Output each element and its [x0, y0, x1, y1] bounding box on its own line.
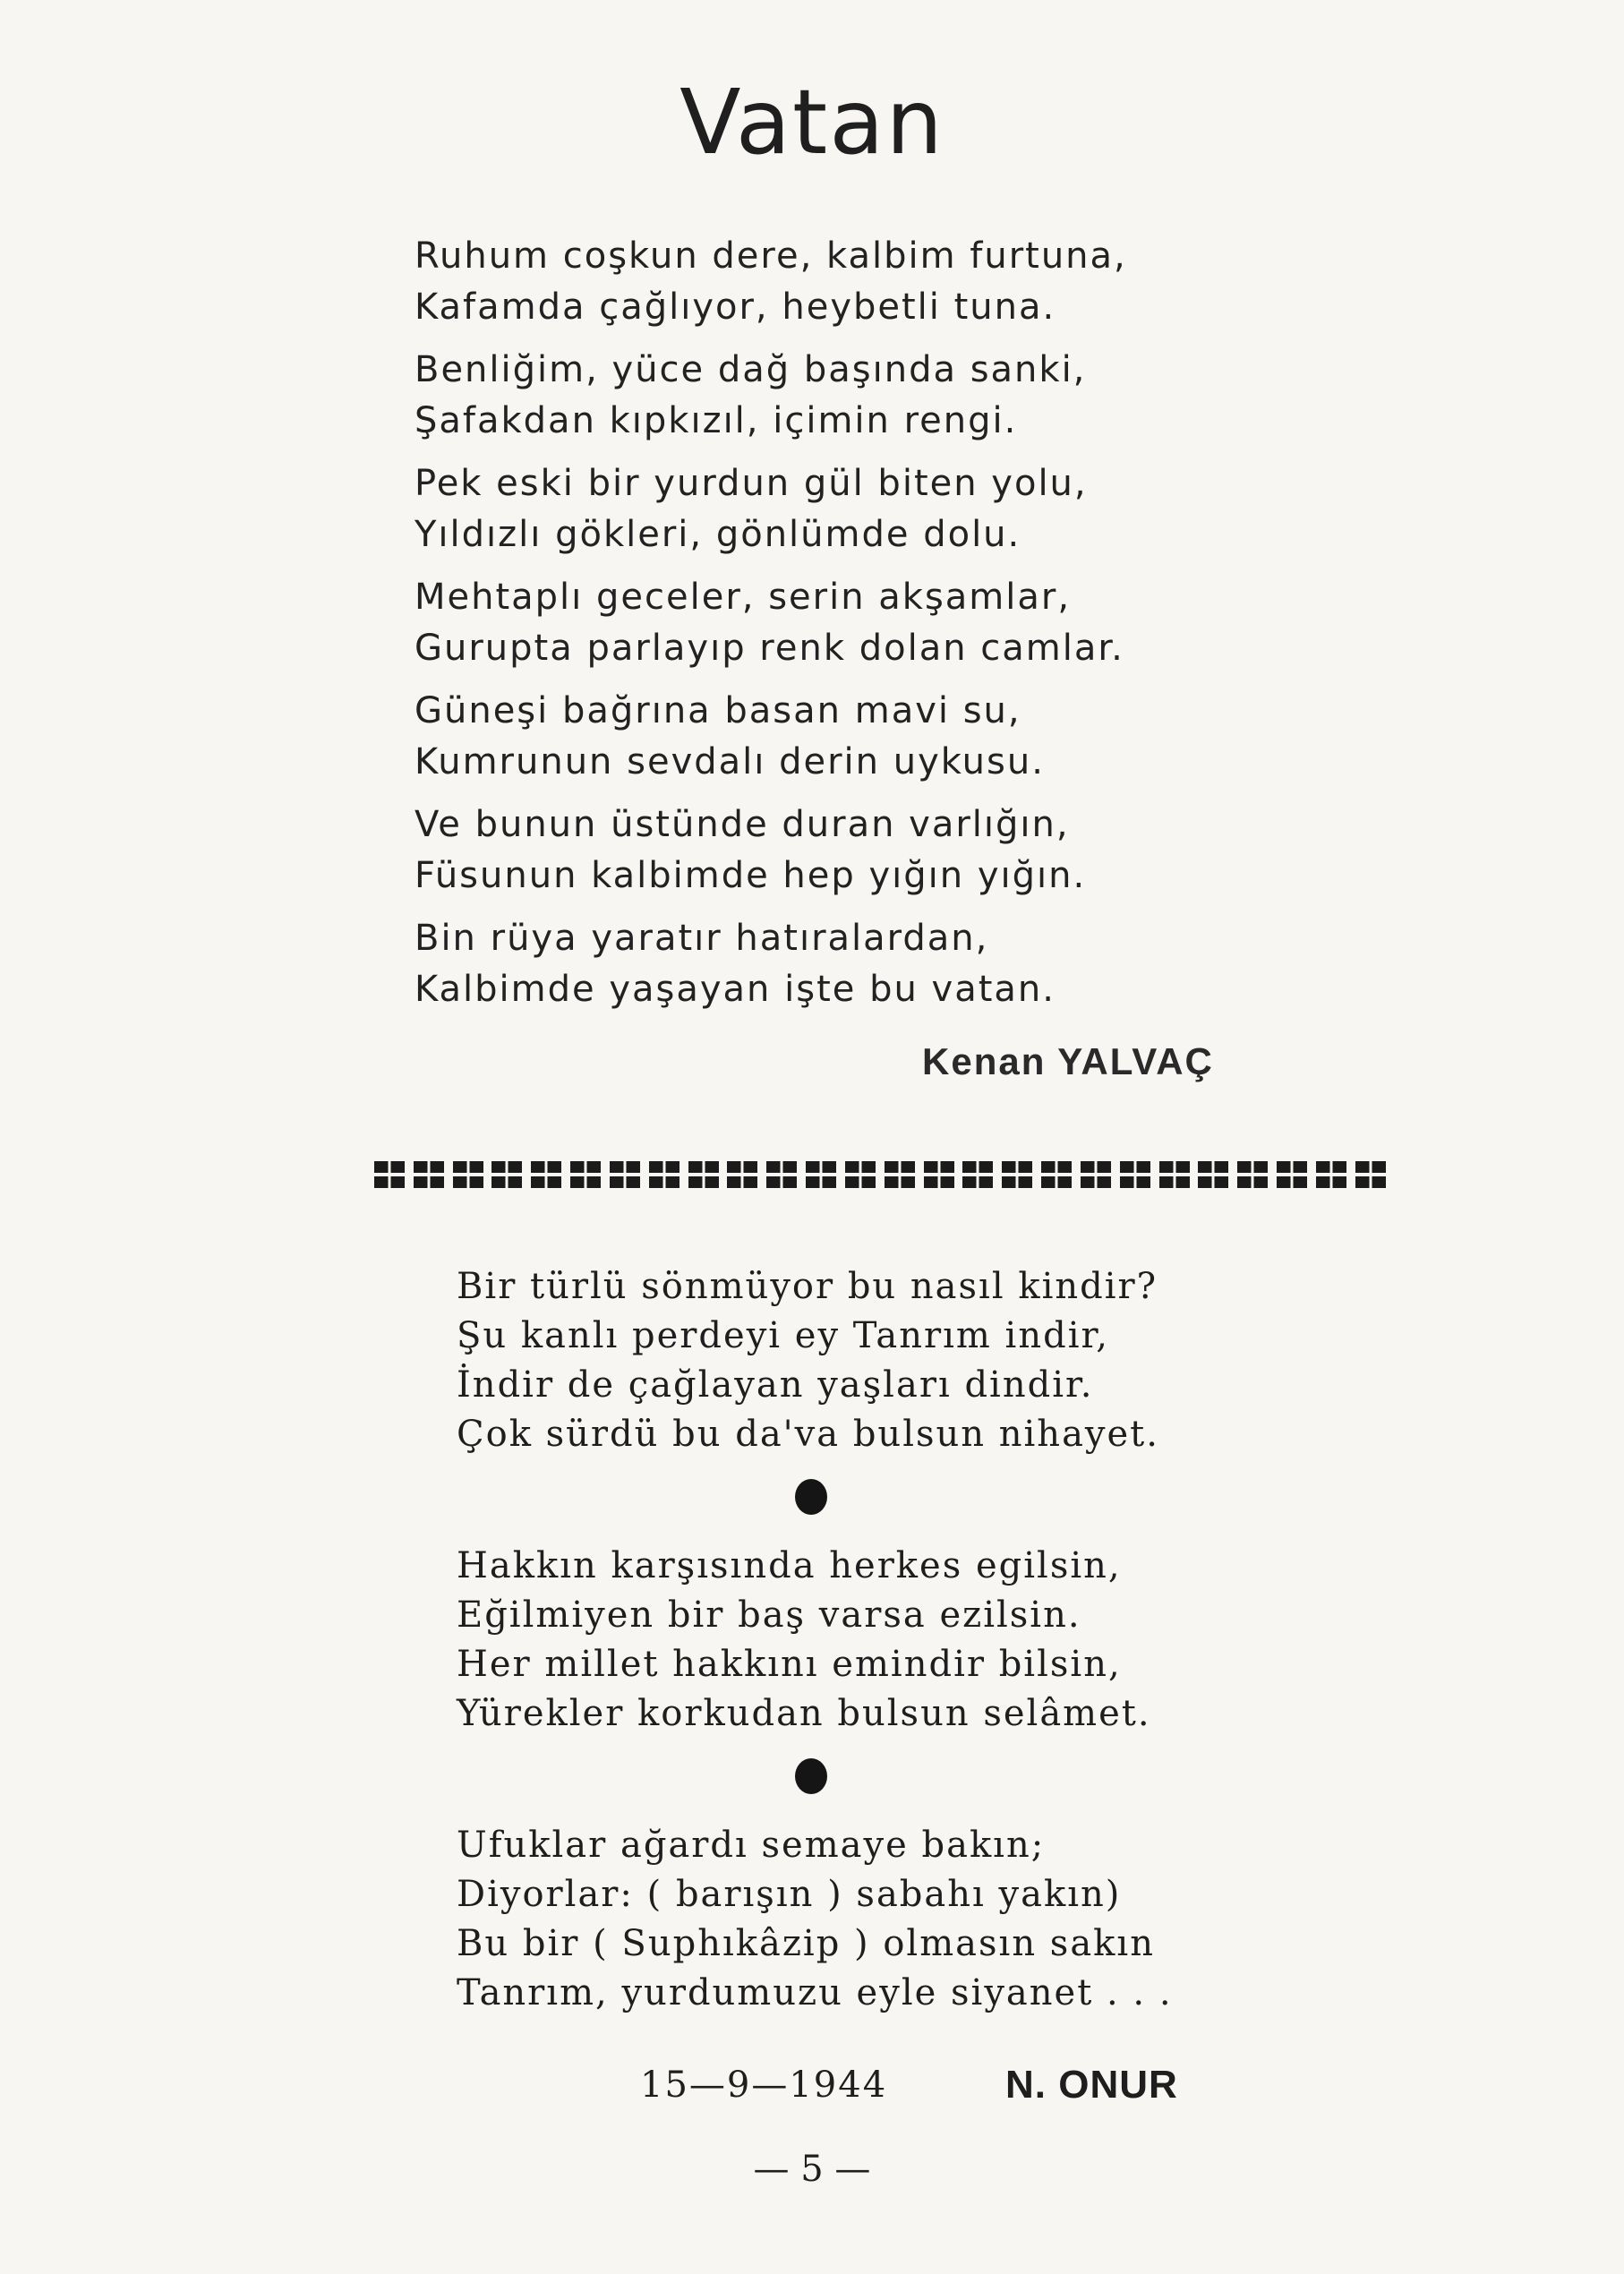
- divider-block: [1316, 1161, 1346, 1188]
- poem-line: Şu kanlı perdeyi ey Tanrım indir,: [457, 1315, 1109, 1356]
- poem-line: Hakkın karşısında herkes egilsin,: [457, 1545, 1122, 1586]
- poem-line: Çok sürdü bu da'va bulsun nihayet.: [457, 1414, 1159, 1455]
- poem-line: Eğilmiyen bir baş varsa ezilsin.: [457, 1594, 1081, 1636]
- divider-block: [374, 1161, 405, 1188]
- poem-line: Ve bunun üstünde duran varlığın,: [415, 804, 1070, 845]
- stanza: [457, 1262, 1173, 1459]
- divider-block: [531, 1161, 561, 1188]
- poem-line: Mehtaplı geceler, serin akşamlar,: [415, 577, 1072, 618]
- poem-line: Ufuklar ağardı semaye bakın;: [457, 1825, 1046, 1866]
- stanza: [457, 1821, 1173, 2018]
- stanza: [415, 686, 1127, 788]
- stanza: [415, 458, 1127, 560]
- poem-line: Şafakdan kıpkızıl, içimin rengi.: [415, 400, 1018, 441]
- divider-block: [766, 1161, 797, 1188]
- divider-block: [649, 1161, 680, 1188]
- divider-block: [1081, 1161, 1111, 1188]
- divider-block: [1355, 1161, 1386, 1188]
- divider-block: [1237, 1161, 1268, 1188]
- poem-line: Yürekler korkudan bulsun selâmet.: [457, 1693, 1151, 1734]
- bullet-dot-icon: [795, 1758, 827, 1794]
- poem-line: Yıldızlı gökleri, gönlümde dolu.: [415, 514, 1021, 555]
- stanza: [415, 913, 1127, 1015]
- poem-author: Kenan YALVAÇ: [922, 1040, 1214, 1082]
- poem-vatan: [415, 231, 1127, 1027]
- poem-date: 15—9—1944: [640, 2065, 888, 2106]
- stanza: [415, 231, 1127, 333]
- divider-block: [453, 1161, 483, 1188]
- divider-block: [806, 1161, 836, 1188]
- ornamental-divider: [374, 1158, 1386, 1192]
- divider-block: [727, 1161, 757, 1188]
- poem-author: N. ONUR: [1005, 2063, 1178, 2107]
- poem-line: Pek eski bir yurdun gül biten yolu,: [415, 463, 1088, 504]
- poem-line: Diyorlar: ( barışın ) sabahı yakın): [457, 1874, 1122, 1915]
- stanza: [415, 345, 1127, 447]
- divider-block: [1002, 1161, 1032, 1188]
- poem-line: İndir de çağlayan yaşları dindir.: [457, 1364, 1094, 1406]
- stanza: [415, 572, 1127, 674]
- poem-line: Bir türlü sönmüyor bu nasıl kindir?: [457, 1266, 1158, 1307]
- page-title: Vatan: [680, 70, 944, 175]
- divider-block: [1159, 1161, 1190, 1188]
- divider-block: [688, 1161, 719, 1188]
- divider-block: [845, 1161, 876, 1188]
- poem-line: Tanrım, yurdumuzu eyle siyanet . . .: [457, 1972, 1173, 2013]
- poem-line: Bu bir ( Suphıkâzip ) olmasın sakın: [457, 1923, 1155, 1964]
- divider-block: [885, 1161, 915, 1188]
- poem-line: Füsunun kalbimde hep yığın yığın.: [415, 855, 1087, 896]
- page-number: — 5 —: [753, 2149, 871, 2190]
- divider-block: [610, 1161, 640, 1188]
- divider-block: [414, 1161, 444, 1188]
- divider-block: [924, 1161, 954, 1188]
- divider-block: [1198, 1161, 1228, 1188]
- divider-block: [1277, 1161, 1307, 1188]
- poem-line: Kafamda çağlıyor, heybetli tuna.: [415, 286, 1056, 328]
- poem-line: Kalbimde yaşayan işte bu vatan.: [415, 969, 1056, 1010]
- stanza: [457, 1542, 1173, 1739]
- poem-line: Ruhum coşkun dere, kalbim furtuna,: [415, 235, 1127, 277]
- poem-line: Kumrunun sevdalı derin uykusu.: [415, 741, 1045, 782]
- divider-block: [962, 1161, 993, 1188]
- divider-block: [570, 1161, 601, 1188]
- stanza: [415, 799, 1127, 902]
- bullet-dot-icon: [795, 1479, 827, 1515]
- poem-line: Güneşi bağrına basan mavi su,: [415, 690, 1021, 731]
- poem-untitled: [457, 1262, 1173, 2018]
- poem-line: Her millet hakkını emindir bilsin,: [457, 1644, 1122, 1685]
- divider-block: [1041, 1161, 1072, 1188]
- divider-block: [491, 1161, 522, 1188]
- divider-block: [1120, 1161, 1150, 1188]
- poem-line: Bin rüya yaratır hatıralardan,: [415, 918, 989, 959]
- poem-line: Gurupta parlayıp renk dolan camlar.: [415, 628, 1124, 669]
- poem-line: Benliğim, yüce dağ başında sanki,: [415, 349, 1087, 390]
